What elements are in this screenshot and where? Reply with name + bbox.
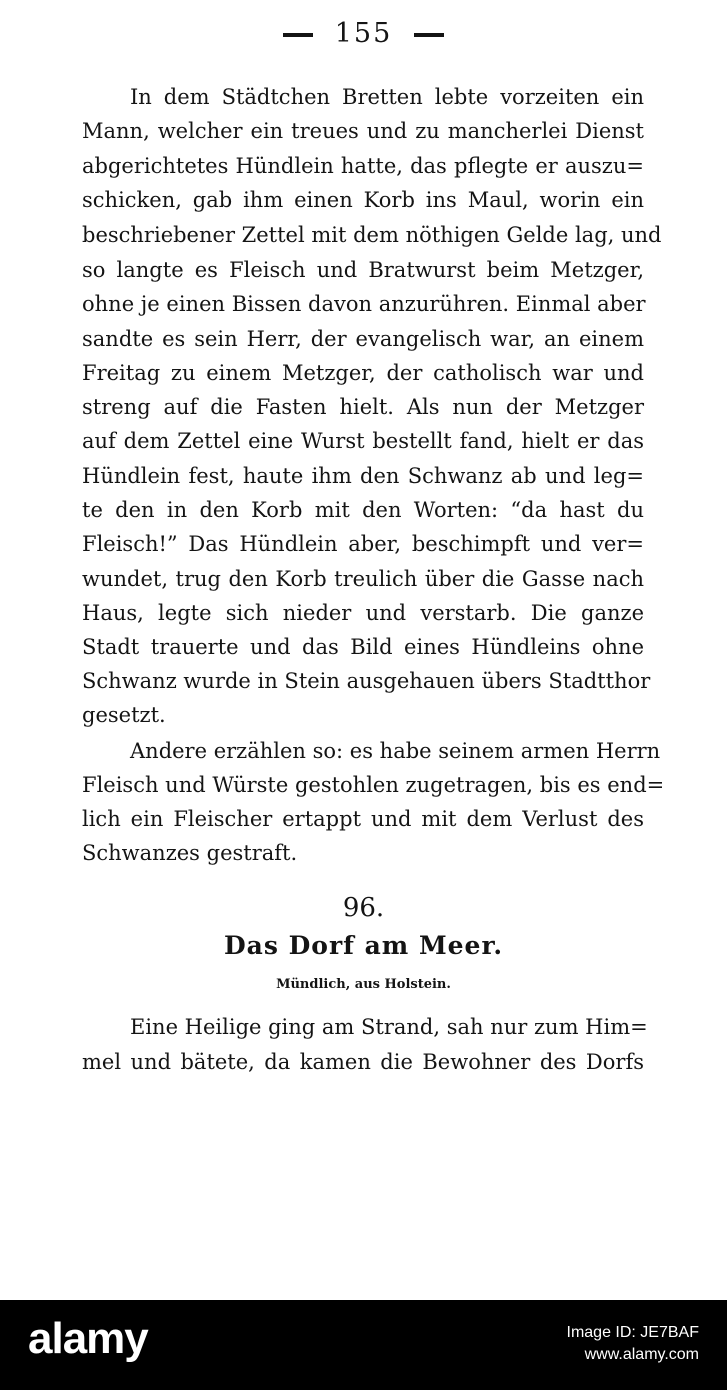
text-line: Schwanz wurde in Stein ausgehauen übers Stadtthor — [82, 669, 651, 693]
text-line: Freitag zu einem Metzger, der catholisch war und — [82, 361, 644, 385]
website-url: www.alamy.com — [584, 1346, 699, 1363]
section-number: 96. — [342, 893, 385, 923]
page-number: 155 — [334, 18, 393, 49]
text-line: streng auf die Fasten hielt. Als nun der Metzger — [82, 395, 644, 419]
text-line: Andere erzählen so: es habe seinem armen Herrn — [130, 739, 661, 763]
text-line: Mann, welcher ein treues und zu mancherlei Dienst — [82, 119, 644, 143]
image-id: Image ID: JE7BAF — [566, 1324, 699, 1341]
image-credit — [567, 1322, 700, 1366]
stock-watermark-bar — [0, 1300, 727, 1390]
text-line: Schwanzes gestraft. — [82, 841, 298, 865]
text-line: te den in den Korb mit den Worten: “da hast du — [82, 498, 644, 522]
text-line: Haus, legte sich nieder und verstarb. Die ganze — [82, 601, 644, 625]
text-line: abgerichtetes Hündlein hatte, das pflegte er auszu= — [82, 154, 644, 178]
text-line: gesetzt. — [82, 703, 166, 727]
alamy-logo: alamy — [28, 1314, 148, 1363]
text-line: beschriebener Zettel mit dem nöthigen Gelde lag, und — [82, 223, 662, 247]
section-source: Mündlich, aus Holstein. — [276, 977, 451, 992]
text-line: ohne je einen Bissen davon anzurühren. Einmal aber — [82, 292, 646, 316]
text-line: Stadt trauerte und das Bild eines Hündleins ohne — [82, 635, 644, 659]
text-line: auf dem Zettel eine Wurst bestellt fand, hielt er das — [82, 429, 644, 453]
text-line: Fleisch und Würste gestohlen zugetragen, bis es end= — [82, 773, 665, 797]
text-line: mel und bätete, da kamen die Bewohner des Dorfs — [82, 1050, 644, 1074]
text-line: so langte es Fleisch und Bratwurst beim Metzger, — [82, 258, 644, 282]
section-title: Das Dorf am Meer. — [223, 931, 504, 960]
text-line: In dem Städtchen Bretten lebte vorzeiten ein — [130, 85, 644, 109]
text-line: sandte es sein Herr, der evangelisch war, an einem — [82, 327, 644, 351]
text-line: wundet, trug den Korb treulich über die Gasse nach — [82, 567, 644, 591]
text-line: Fleisch!” Das Hündlein aber, beschimpft und ver= — [82, 532, 644, 556]
text-line: Eine Heilige ging am Strand, sah nur zum Him= — [130, 1015, 648, 1039]
text-line: lich ein Fleischer ertappt und mit dem Verlust des — [82, 807, 644, 831]
page-header — [0, 18, 727, 49]
text-line: schicken, gab ihm einen Korb ins Maul, worin ein — [82, 188, 644, 212]
header-dash-right — [414, 33, 444, 37]
header-dash-left — [283, 33, 313, 37]
text-line: Hündlein fest, haute ihm den Schwanz ab und leg= — [82, 464, 644, 488]
